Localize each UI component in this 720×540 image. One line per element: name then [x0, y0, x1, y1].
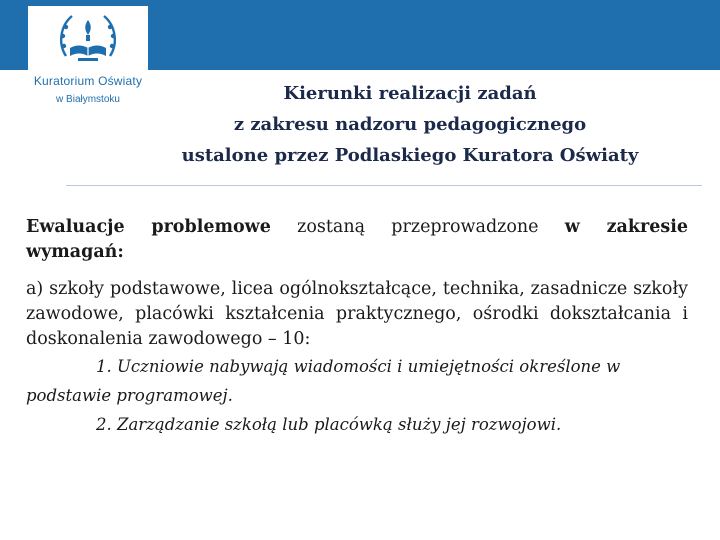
logo-name: Kuratorium Oświaty	[33, 74, 143, 88]
title-line-2: z zakresu nadzoru pedagogicznego	[233, 114, 587, 135]
intro-bold-term: Ewaluacje problemowe	[26, 217, 271, 237]
page-title	[110, 78, 710, 171]
title-divider	[66, 185, 702, 186]
intro-paragraph	[26, 215, 688, 265]
requirement-item-1: 1. Uczniowie nabywają wiadomości i umiejętności określone w podstawie programowej.	[26, 357, 621, 405]
intro-text: zostaną przeprowadzone	[270, 217, 565, 237]
kuratorium-emblem-icon	[56, 10, 120, 70]
logo-city: w Białymstoku	[56, 94, 120, 105]
requirement-item-2: 2. Zarządzanie szkołą lub placówką służy jej rozwojowi.	[96, 415, 562, 434]
intro-bold-scope: w zakresie wymagań:	[26, 217, 689, 262]
main-content	[26, 215, 688, 439]
schools-paragraph: a) szkoły podstawowe, licea ogólnokształcące, technika, zasadnicze szkoły zawodowe, placówki kształcenia praktycznego, ośrodki dokształcania i doskonalenia zawodowego – 10:	[26, 279, 688, 349]
title-line-1: Kierunki realizacji zadań	[283, 83, 537, 104]
title-line-3: ustalone przez Podlaskiego Kuratora Oświaty	[181, 145, 639, 166]
